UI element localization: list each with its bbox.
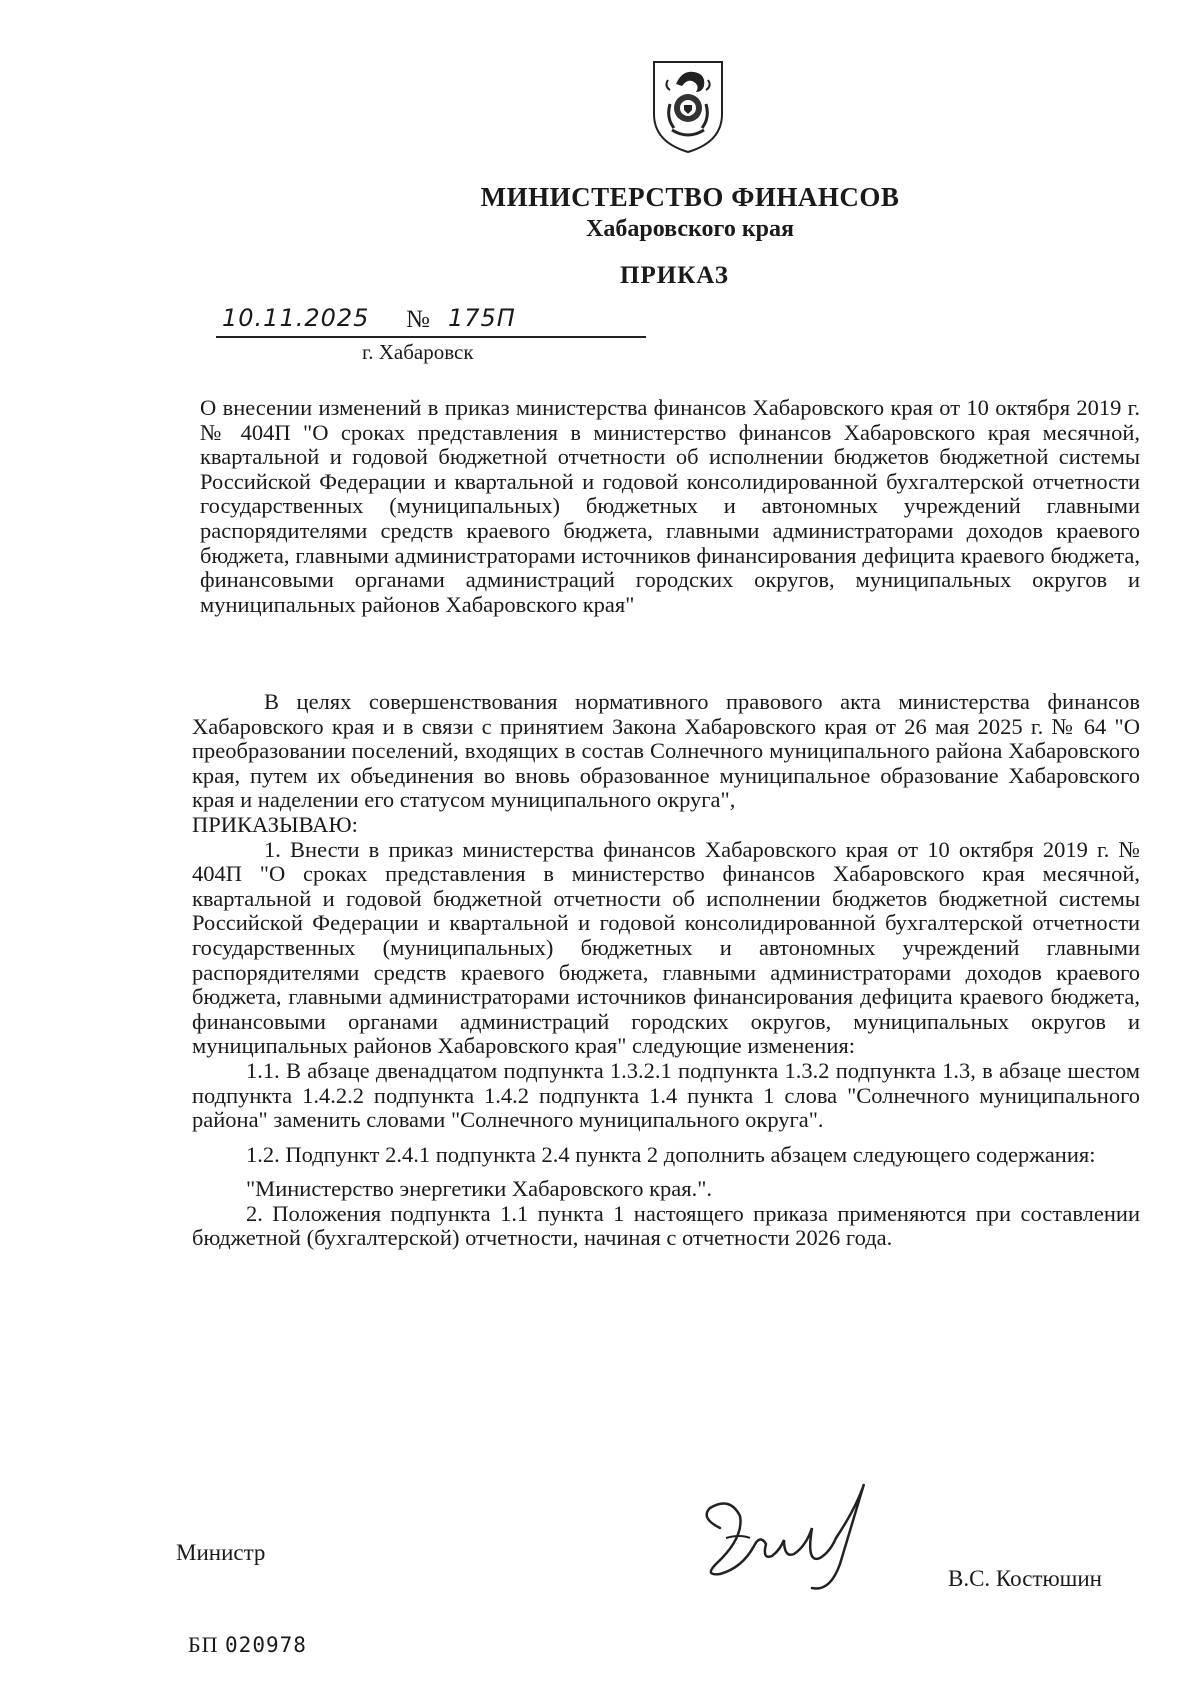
city: г. Хабаровск	[362, 340, 474, 364]
region-name: Хабаровского края	[586, 216, 794, 242]
item-2: 2. Положения подпункта 1.1 пункта 1 настоящего приказа применяются при составлении бюджетной (бухгалтерской) отчетности, начиная с отчетности 2026 года.	[192, 1200, 1140, 1251]
signatory-name: В.С. Костюшин	[948, 1566, 1102, 1591]
form-code	[188, 1632, 307, 1658]
date-number-line	[216, 306, 646, 338]
signatory-position: Министр	[176, 1540, 266, 1565]
order-number: 175П	[448, 304, 516, 332]
form-code-number: 020978	[225, 1633, 307, 1657]
document-type: ПРИКАЗ	[620, 262, 729, 289]
ministry-heading	[470, 180, 910, 244]
order-directive: ПРИКАЗЫВАЮ:	[192, 811, 358, 837]
coat-of-arms-icon	[648, 56, 728, 156]
form-code-prefix: БП	[188, 1632, 219, 1657]
item-1-2-quote: "Министерство энергетики Хабаровского края.".	[246, 1176, 713, 1202]
order-title-text: О внесении изменений в приказ министерства финансов Хабаровского края от 10 октября 2019 г. № 404П "О сроках представления в министерство финансов Хабаровского края месячной, квартальной и годовой бюджетной отчетности об исполнении бюджетов бюджетной системы Российской Федерации и квартальной и годовой консолидированной бухгалтерской отчетности государственных (муниципальных) бюджетных и автономных учреждений главными распорядителями средств краевого бюджета, главными администраторами доходов краевого бюджета, главными администраторами источников финансирования дефицита краевого бюджета, финансовыми органами администраций городских округов, муниципальных округов и муниципальных районов Хабаровского края"	[200, 395, 1140, 617]
preamble: В целях совершенствования нормативного правового акта министерства финансов Хабаровского края и в связи с принятием Закона Хабаровского края от 26 мая 2025 г. № 64 "О преобразовании поселений, входящих в состав Солнечного муниципального района Хабаровского края, путем их объединения во вновь образованное муниципальное образование Хабаровского края и наделении его статусом муниципального округа",	[192, 689, 1140, 813]
order-body	[192, 690, 1140, 1251]
item-1-1: 1.1. В абзаце двенадцатом подпункта 1.3.2.1 подпункта 1.3.2 подпункта 1.3, в абзаце шестом подпункта 1.4.2.2 подпункта 1.4.2 подпункта 1.4 пункта 1 слова "Солнечного муниципального района" заменить словами "Солнечного муниципального округа".	[192, 1057, 1140, 1133]
item-1-2: 1.2. Подпункт 2.4.1 подпункта 2.4 пункта 2 дополнить абзацем следующего содержания:	[246, 1141, 1096, 1167]
order-date: 10.11.2025	[222, 304, 370, 332]
signature-icon	[680, 1468, 880, 1608]
item-1: 1. Внести в приказ министерства финансов Хабаровского края от 10 октября 2019 г. № 404П "О сроках представления в министерство финансов Хабаровского края месячной, квартальной и годовой бюджетной отчетности об исполнении бюджетов бюджетной системы Российской Федерации и квартальной и годовой консолидированной бухгалтерской отчетности государственных (муниципальных) бюджетных и автономных учреждений главными распорядителями средств краевого бюджета, главными администраторами доходов краевого бюджета, главными администраторами источников финансирования дефицита краевого бюджета, финансовыми органами администраций городских округов, муниципальных округов и муниципальных районов Хабаровского края" следующие изменения:	[192, 836, 1140, 1059]
ministry-name: МИНИСТЕРСТВО ФИНАНСОВ	[480, 182, 900, 212]
order-title	[200, 396, 1140, 617]
number-sign: №	[406, 306, 430, 333]
